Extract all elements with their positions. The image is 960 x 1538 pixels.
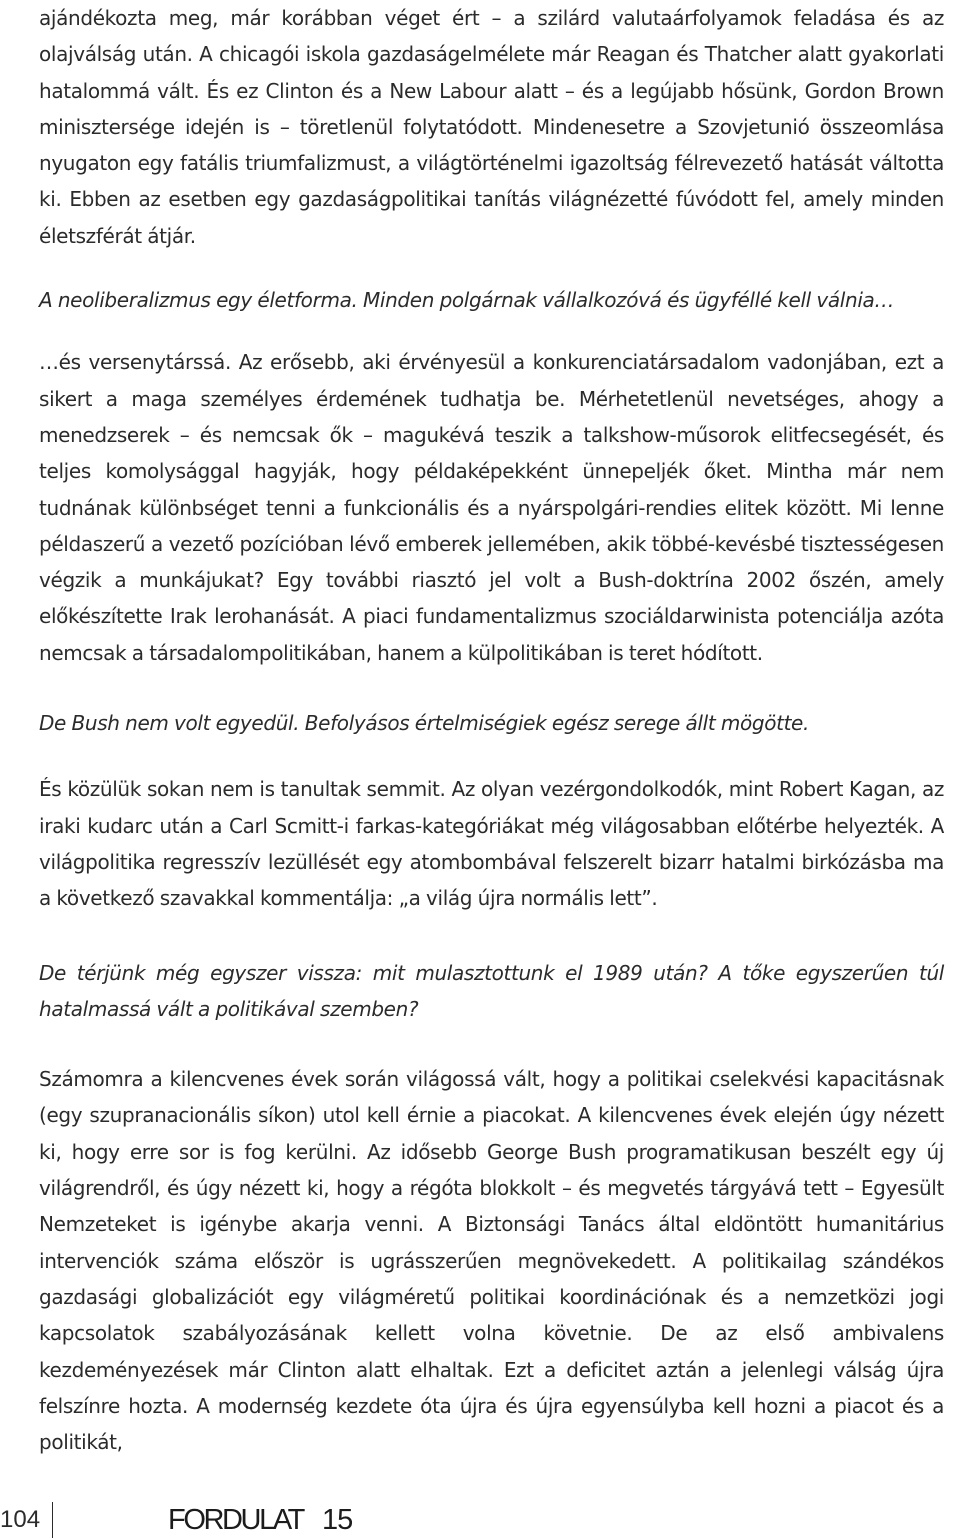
page-footer: [0, 1500, 960, 1538]
paragraph-4: Számomra a kilencvenes évek során világossá vált, hogy a politikai cselekvési kapacitásnak (egy szupranacionális síkon) utol kell érnie a piacokat. A kilencvenes évek elején úgy nézett ki, hogy erre sor is fog kerülni. Az idősebb George Bush programatikusan beszélt egy új világrendről, és úgy nézett ki, hogy a régóta blokkolt – és megvetés tárgyává tett – Egyesült Nemzeteket is igénybe akarja venni. A Biztonsági Tanács által eldöntött humanitárius intervenciók száma először is ugrásszerűen megnövekedett. A politikailag szándékos gazdasági globalizációt egy világméretű politikai koordinációnak és a nemzetközi jogi kapcsolatok szabályozásának kellett volna követnie. De az első ambivalens kezdeményezések már Clinton alatt elhaltak. Ezt a deficitet aztán a jelenlegi válság újra felszínre hozta. A modernség kezdete óta újra és újra egyensúlyba kell hozni a piacot és a politikát,: [39, 1067, 944, 1455]
article-body: [39, 0, 944, 1460]
paragraph-2: …és versenytárssá. Az erősebb, aki érvényesül a konkurenciatársadalom vadonjában, ezt a sikert a maga személyes érdemének tudhatja be. Mérhetetlenül nevetséges, ahogy a menedzserek – és nemcsak ők – magukévá teszik a talkshow-műsorok elitfecsegését, és teljes komolysággal hagyják, hogy példaképekként ünnepeljék őket. Mintha már nem tudnának különbséget tenni a funkcionális és a nyárspolgári-rendies elitek között. Mi lenne példaszerű a vezető pozícióban lévő emberek jellemében, akik többé-kevésbé tisztességesen végzik a munkájukat? Egy további riasztó jel volt a Bush-doktrína 2002 őszén, amely előkészítette Irak lerohanását. A piaci fundamentalizmus szociáldarwinista potenciálja azóta nemcsak a társadalompolitikában, hanem a külpolitikában is teret hódított.: [39, 350, 944, 665]
footer-divider: [52, 1502, 53, 1538]
paragraph-3: És közülük sokan nem is tanultak semmit. Az olyan vezérgondolkodók, mint Robert Kagan, az iraki kudarc után a Carl Scmitt-i farkas-kategóriákat még világosabban előtérbe helyezték. A világpolitika regresszív lezüllését egy atombombával felszerelt bizarr hatalmi birkózásba ma a következő szavakkal kommentálja: „a világ újra normális lett”.: [39, 777, 944, 911]
journal-title: FORDULAT: [168, 1504, 303, 1536]
journal-issue: 15: [322, 1504, 353, 1536]
interview-question-2: De Bush nem volt egyedül. Befolyásos értelmiségiek egész serege állt mögötte.: [39, 711, 810, 736]
paragraph-1: ajándékozta meg, már korábban véget ért – a szilárd valutaárfolyamok feladása és az olajválság után. A chicagói iskola gazdaságelmélete már Reagan és Thatcher alatt gyakorlati hatalommá vált. És ez Clinton és a New Labour alatt – és a legújabb hősünk, Gordon Brown minisztersége idején is – töretlenül folytatódott. Mindenesetre a Szovjetunió összeomlása nyugaton egy fatális triumfalizmust, a világtörténelmi igazoltság félrevezető hatását váltotta ki. Ebben az esetben egy gazdaságpolitikai tanítás világnézetté fúvódott fel, amely minden életszférát átjár.: [39, 6, 944, 248]
interview-question-1: A neoliberalizmus egy életforma. Minden polgárnak vállalkozóvá és ügyféllé kell válnia…: [39, 288, 895, 313]
interview-question-3: De térjünk még egyszer vissza: mit mulasztottunk el 1989 után? A tőke egyszerűen túl hatalmassá vált a politikával szemben?: [39, 960, 944, 1021]
page-number: 104: [0, 1506, 41, 1533]
